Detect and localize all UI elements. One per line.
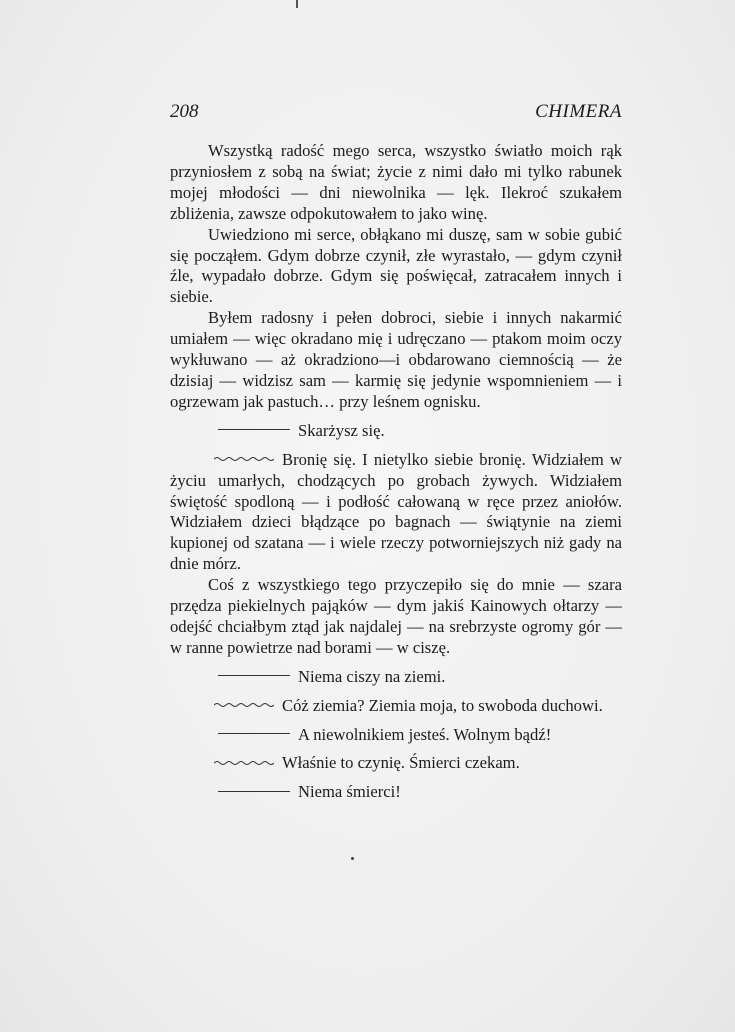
dialogue-line	[170, 421, 622, 442]
wavy-dash-rule	[214, 702, 274, 708]
dialogue-line	[170, 725, 622, 746]
dialogue-line	[170, 450, 622, 575]
dialogue-text: Niema śmierci!	[298, 782, 401, 802]
paragraph: Wszystką radość mego serca, wszystko światło moich rąk przyniosłem z sobą na świat; życie z nimi dało mi tylko rabunek mojej młodości — dni niewolnika — lęk. Ilekroć szukałem zbliżenia, zawsze odpokutowałem to jako winę.	[170, 141, 622, 223]
dialogue-text: Właśnie to czynię. Śmierci czekam.	[282, 753, 520, 773]
page-header	[170, 101, 622, 125]
dialogue-text: Niema ciszy na ziemi.	[298, 666, 446, 686]
running-title: CHIMERA	[535, 101, 622, 122]
paragraph: Byłem radosny i pełen dobroci, siebie i innych nakarmić umiałem — więc okradano mię i udręczano — ptakom moim oczy wykłuwano — aż okradziono—i obdarowano ciemnością — że dzisiaj — widzisz sam — karmię się jedynie wspomnieniem — i ogrzewam jak pastuch… przy leśnem ognisku.	[170, 308, 622, 411]
dash-rule	[218, 791, 290, 792]
paragraph: Uwiedziono mi serce, obłąkano mi duszę, sam w sobie gubić się począłem. Gdym dobrze czynił, złe wyrastało, — gdym czynił źle, wypadało dobrze. Gdym się poświęcał, zatracałem innych i siebie.	[170, 224, 622, 307]
dialogue-line	[170, 667, 622, 688]
dash-rule	[218, 733, 290, 734]
end-dot	[351, 857, 354, 860]
page-body	[170, 141, 622, 803]
dash-rule	[218, 675, 290, 676]
dialogue-line	[170, 696, 622, 717]
wavy-dash-rule	[214, 760, 274, 766]
page-number: 208	[170, 101, 199, 122]
dialogue-text: Skarżysz się.	[298, 420, 385, 440]
dialogue-text: Cóż ziemia? Ziemia moja, to swoboda duchowi.	[282, 695, 603, 715]
dialogue-text: A niewolnikiem jesteś. Wolnym bądź!	[298, 724, 552, 744]
dialogue-text: Bronię się. I nietylko siebie bronię. Widziałem w życiu umarłych, chodzących po grobach żywych. Widziałem świętość spodloną — i podłość całowaną w ręce przez aniołów. Widziałem dzieci błądzące po bagnach — świątynie na ziemi kupionej od szatana — i wiele rzeczy potworniejszych niż gady na dnie mórz.	[170, 449, 622, 574]
dash-rule	[218, 429, 290, 430]
top-edge-mark	[296, 0, 298, 8]
dialogue-line	[170, 753, 622, 774]
paragraph: Coś z wszystkiego tego przyczepiło się do mnie — szara przędza piekielnych pająków — dym jakiś Kainowych ołtarzy — odejść chciałbym ztąd jak najdalej — na srebrzyste ogromy gór — w ranne powietrze nad borami — w ciszę.	[170, 575, 622, 657]
wavy-dash-rule	[214, 456, 274, 462]
dialogue-line	[170, 782, 622, 803]
